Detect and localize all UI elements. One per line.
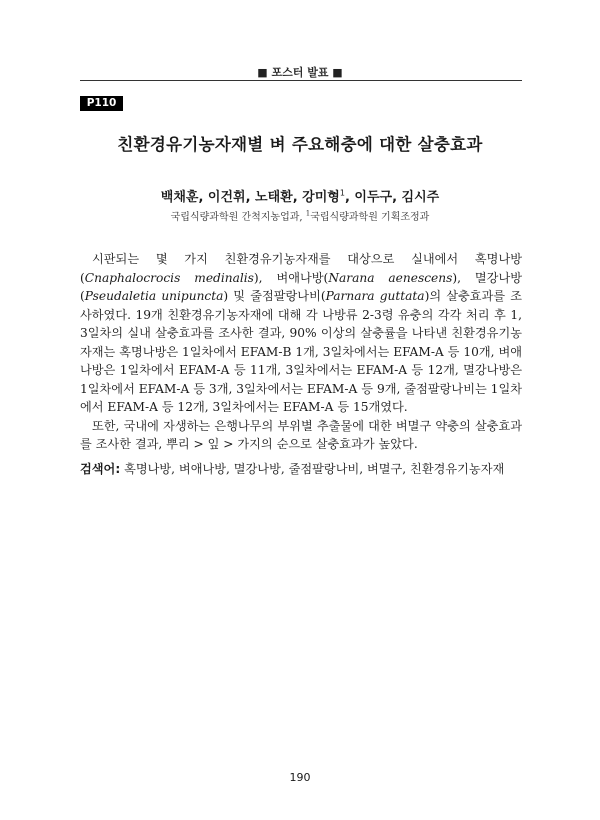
paper-title: 친환경유기농자재별 벼 주요해충에 대한 살충효과 bbox=[117, 135, 483, 154]
species-name: Narana aenescens bbox=[328, 270, 453, 285]
keywords-text: 혹명나방, 벼애나방, 멸강나방, 줄점팔랑나비, 벼멸구, 친환경유기농자재 bbox=[120, 462, 505, 476]
abstract-text: ), 멸강나방( bbox=[80, 270, 522, 303]
poster-code-badge: P110 bbox=[80, 96, 123, 111]
species-name: Parnara guttata bbox=[325, 289, 425, 303]
abstract-text: ) 및 줄점팔랑나비( bbox=[223, 289, 326, 303]
affiliation-mark: 1 bbox=[305, 209, 311, 218]
abstract-text: ), 벼애나방( bbox=[253, 270, 329, 285]
keywords-line bbox=[80, 460, 522, 479]
author-list bbox=[0, 186, 600, 205]
authors-first: 백채훈, 이건휘, 노태환, 강미형 bbox=[160, 190, 340, 205]
authors-rest: , 이두구, 김시주 bbox=[344, 190, 440, 205]
abstract-text: 시판되는 몇 가지 친환경유기농자재를 대상으로 실내에서 혹명나방( bbox=[80, 252, 522, 285]
section-header: ■ 포스터 발표 ■ bbox=[257, 66, 343, 79]
abstract-text: )의 살충효과를 조사하였다. 19개 친환경유기농자재에 대해 각 나방류 2-3령 유충의 각각 처리 후 1, 3일차의 실내 살충효과를 조사한 결과, 90% 이상의 살충률을 나타낸 친환경유기농자재는 혹명나방은 1일차에서 EFAM-B 1개, 3일차에서는 EFAM-A 등 10개, 벼애나방은 1일차에서 EFAM-A 등 11개, 3일차에서는 EFAM-A 등 12개, 멸강나방은 1일차에서 EFAM-A 등 3개, 3일차에서는 EFAM-A 등 9개, 줄점팔랑나비는 1일차에서 EFAM-A 등 12개, 3일차에서는 EFAM-A 등 15개였다. bbox=[80, 289, 523, 414]
affiliation-line bbox=[0, 208, 600, 223]
species-name: Cnaphalocrocis medinalis bbox=[84, 270, 254, 285]
keywords-label: 검색어: bbox=[80, 462, 121, 476]
affiliation-secondary: 국립식량과학원 기획조정과 bbox=[310, 212, 430, 223]
abstract-body bbox=[80, 250, 522, 454]
author-affiliation-mark: 1 bbox=[339, 188, 345, 198]
abstract-paragraph-1 bbox=[80, 250, 522, 417]
page-number: 190 bbox=[289, 771, 311, 784]
abstract-paragraph-2: 또한, 국내에 자생하는 은행나무의 부위별 추출물에 대한 벼멸구 약충의 살충효과를 조사한 결과, 뿌리 > 잎 > 가지의 순으로 살충효과가 높았다. bbox=[80, 418, 522, 451]
header-divider bbox=[80, 80, 522, 81]
affiliation-primary: 국립식량과학원 간척지농업과, bbox=[170, 212, 306, 223]
species-name: Pseudaletia unipuncta bbox=[84, 289, 224, 303]
